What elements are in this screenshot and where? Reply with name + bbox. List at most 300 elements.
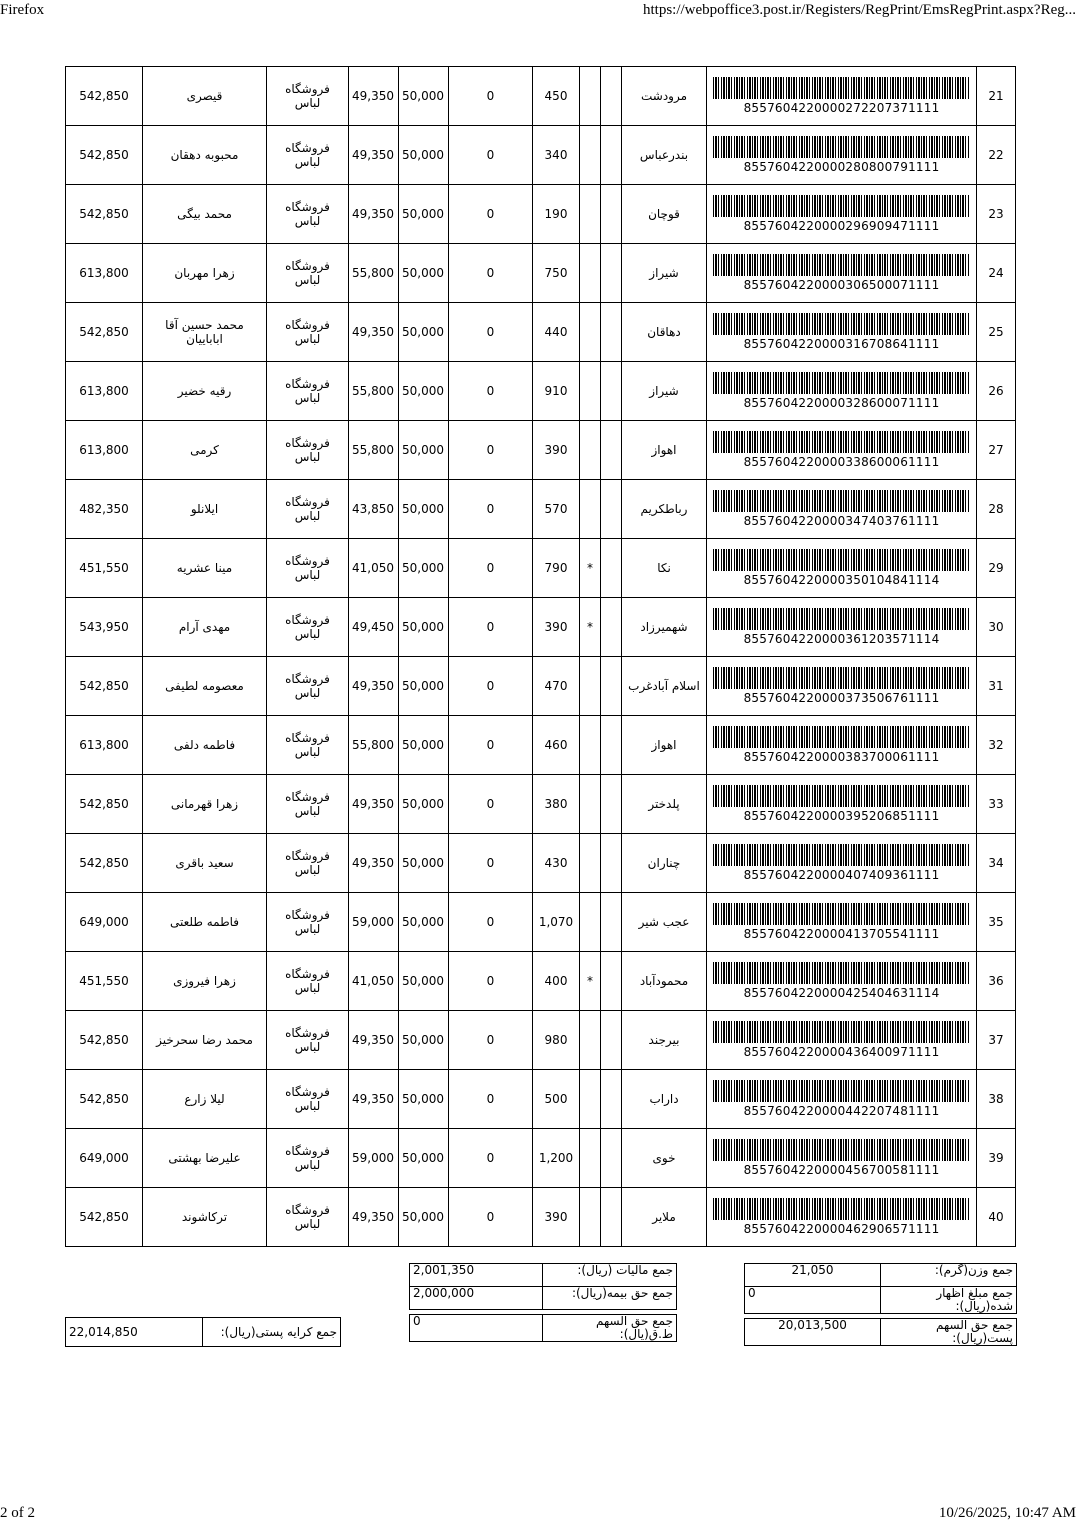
- total-post-share-label: جمع حق السهم پست(ریال):: [881, 1319, 1017, 1346]
- barcode-number: 8557604220000413705541111: [743, 927, 940, 941]
- empty-cell: [601, 952, 622, 1011]
- barcode-image: [713, 726, 970, 748]
- insurance-fee: 50,000: [399, 952, 449, 1011]
- sender-name: فروشگاه لباس: [267, 1129, 349, 1188]
- print-footer: [0, 1505, 1080, 1527]
- summary-postage-box: [65, 1317, 341, 1347]
- row-index: 40: [977, 1188, 1016, 1247]
- row-index: 27: [977, 421, 1016, 480]
- weight-value: 400: [533, 952, 580, 1011]
- row-index: 28: [977, 480, 1016, 539]
- barcode-cell: [707, 480, 977, 539]
- print-datetime: 10/26/2025, 10:47 AM: [938, 1505, 1076, 1521]
- recipient-name: زهرا فیروزی: [143, 952, 267, 1011]
- declared-value: 0: [449, 244, 533, 303]
- barcode-image: [713, 313, 970, 335]
- star-mark: [580, 303, 601, 362]
- tax-value: 43,850: [349, 480, 399, 539]
- row-total: 613,800: [66, 244, 143, 303]
- barcode-cell: [707, 952, 977, 1011]
- barcode-number: 8557604220000328600071111: [743, 396, 940, 410]
- table-row: [66, 775, 1016, 834]
- sender-name: فروشگاه لباس: [267, 952, 349, 1011]
- tax-value: 49,350: [349, 775, 399, 834]
- table-row: [66, 893, 1016, 952]
- row-index: 24: [977, 244, 1016, 303]
- barcode-cell: [707, 539, 977, 598]
- weight-value: 460: [533, 716, 580, 775]
- recipient-name: ایلانلو: [143, 480, 267, 539]
- insurance-fee: 50,000: [399, 303, 449, 362]
- insurance-fee: 50,000: [399, 834, 449, 893]
- empty-cell: [601, 303, 622, 362]
- tax-value: 49,450: [349, 598, 399, 657]
- sender-name: فروشگاه لباس: [267, 716, 349, 775]
- barcode-number: 8557604220000272207371111: [743, 101, 940, 115]
- star-mark: [580, 1129, 601, 1188]
- tax-value: 55,800: [349, 244, 399, 303]
- declared-value: 0: [449, 1129, 533, 1188]
- barcode-cell: [707, 716, 977, 775]
- insurance-fee: 50,000: [399, 244, 449, 303]
- total-tax-value: 2,001,350: [410, 1264, 543, 1287]
- empty-cell: [601, 1011, 622, 1070]
- star-mark: [580, 775, 601, 834]
- insurance-fee: 50,000: [399, 775, 449, 834]
- sender-name: فروشگاه لباس: [267, 657, 349, 716]
- row-index: 35: [977, 893, 1016, 952]
- weight-value: 750: [533, 244, 580, 303]
- recipient-name: ترکاشوند: [143, 1188, 267, 1247]
- sender-name: فروشگاه لباس: [267, 539, 349, 598]
- shipment-rows: [66, 67, 1016, 1247]
- barcode-number: 8557604220000425404631114: [743, 986, 940, 1000]
- tax-value: 41,050: [349, 539, 399, 598]
- empty-cell: [601, 480, 622, 539]
- row-total: 542,850: [66, 775, 143, 834]
- empty-cell: [601, 834, 622, 893]
- star-mark: [580, 244, 601, 303]
- empty-cell: [601, 1129, 622, 1188]
- empty-cell: [601, 539, 622, 598]
- tax-value: 49,350: [349, 834, 399, 893]
- table-row: [66, 539, 1016, 598]
- row-index: 26: [977, 362, 1016, 421]
- total-post-share-value: 20,013,500: [745, 1319, 881, 1346]
- total-share-tq-value: 0: [410, 1315, 543, 1342]
- tax-value: 55,800: [349, 362, 399, 421]
- print-header: [0, 2, 1080, 24]
- barcode-cell: [707, 834, 977, 893]
- barcode-number: 8557604220000316708641111: [743, 337, 940, 351]
- recipient-name: فاطمه دلفی: [143, 716, 267, 775]
- sender-name: فروشگاه لباس: [267, 598, 349, 657]
- sender-name: فروشگاه لباس: [267, 421, 349, 480]
- weight-value: 430: [533, 834, 580, 893]
- total-insurance-label: جمع حق بیمه(ریال):: [543, 1287, 677, 1310]
- row-index: 36: [977, 952, 1016, 1011]
- insurance-fee: 50,000: [399, 362, 449, 421]
- empty-cell: [601, 1188, 622, 1247]
- barcode-number: 8557604220000373506761111: [743, 691, 940, 705]
- barcode-cell: [707, 657, 977, 716]
- table-row: [66, 244, 1016, 303]
- row-total: 613,800: [66, 716, 143, 775]
- star-mark: [580, 1188, 601, 1247]
- weight-value: 190: [533, 185, 580, 244]
- barcode-cell: [707, 1070, 977, 1129]
- row-index: 29: [977, 539, 1016, 598]
- barcode-image: [713, 844, 970, 866]
- row-index: 22: [977, 126, 1016, 185]
- insurance-fee: 50,000: [399, 1011, 449, 1070]
- table-row: [66, 716, 1016, 775]
- declared-value: 0: [449, 480, 533, 539]
- total-declared-label: جمع مبلغ اظهار شده(ریال):: [881, 1287, 1017, 1314]
- row-index: 38: [977, 1070, 1016, 1129]
- declared-value: 0: [449, 657, 533, 716]
- star-mark: [580, 657, 601, 716]
- recipient-name: محمد حسین آقا اباباییان: [143, 303, 267, 362]
- page-counter: 2 of 2: [0, 1505, 35, 1521]
- weight-value: 980: [533, 1011, 580, 1070]
- sender-name: فروشگاه لباس: [267, 1188, 349, 1247]
- weight-value: 380: [533, 775, 580, 834]
- total-weight-value: 21,050: [745, 1264, 881, 1287]
- table-row: [66, 421, 1016, 480]
- table-row: [66, 598, 1016, 657]
- recipient-name: زهرا قهرمانی: [143, 775, 267, 834]
- weight-value: 790: [533, 539, 580, 598]
- weight-value: 500: [533, 1070, 580, 1129]
- barcode-number: 8557604220000442207481111: [743, 1104, 940, 1118]
- barcode-image: [713, 1139, 970, 1161]
- insurance-fee: 50,000: [399, 657, 449, 716]
- recipient-name: محمد بیگی: [143, 185, 267, 244]
- declared-value: 0: [449, 775, 533, 834]
- weight-value: 1,200: [533, 1129, 580, 1188]
- star-mark: [580, 480, 601, 539]
- barcode-cell: [707, 362, 977, 421]
- declared-value: 0: [449, 1188, 533, 1247]
- empty-cell: [601, 1070, 622, 1129]
- star-mark: *: [580, 598, 601, 657]
- sender-name: فروشگاه لباس: [267, 67, 349, 126]
- row-total: 649,000: [66, 893, 143, 952]
- barcode-image: [713, 431, 970, 453]
- barcode-number: 8557604220000395206851111: [743, 809, 940, 823]
- barcode-number: 8557604220000462906571111: [743, 1222, 940, 1236]
- recipient-name: کرمی: [143, 421, 267, 480]
- weight-value: 450: [533, 67, 580, 126]
- destination-city: محمودآباد: [622, 952, 707, 1011]
- barcode-number: 8557604220000361203571114: [743, 632, 940, 646]
- recipient-name: قیصری: [143, 67, 267, 126]
- row-total: 451,550: [66, 539, 143, 598]
- sender-name: فروشگاه لباس: [267, 362, 349, 421]
- barcode-cell: [707, 185, 977, 244]
- row-total: 542,850: [66, 1011, 143, 1070]
- star-mark: [580, 421, 601, 480]
- star-mark: [580, 1011, 601, 1070]
- declared-value: 0: [449, 1070, 533, 1129]
- empty-cell: [601, 421, 622, 480]
- tax-value: 49,350: [349, 657, 399, 716]
- tax-value: 41,050: [349, 952, 399, 1011]
- barcode-number: 8557604220000383700061111: [743, 750, 940, 764]
- table-row: [66, 657, 1016, 716]
- sender-name: فروشگاه لباس: [267, 480, 349, 539]
- barcode-image: [713, 962, 970, 984]
- declared-value: 0: [449, 952, 533, 1011]
- sender-name: فروشگاه لباس: [267, 775, 349, 834]
- barcode-cell: [707, 1129, 977, 1188]
- destination-city: شیراز: [622, 244, 707, 303]
- row-total: 542,850: [66, 126, 143, 185]
- row-index: 25: [977, 303, 1016, 362]
- row-total: 542,850: [66, 185, 143, 244]
- tax-value: 59,000: [349, 893, 399, 952]
- tax-value: 55,800: [349, 716, 399, 775]
- barcode-cell: [707, 244, 977, 303]
- table-row: [66, 185, 1016, 244]
- recipient-name: مینا عشریه: [143, 539, 267, 598]
- row-total: 451,550: [66, 952, 143, 1011]
- barcode-image: [713, 490, 970, 512]
- declared-value: 0: [449, 303, 533, 362]
- row-index: 39: [977, 1129, 1016, 1188]
- star-mark: *: [580, 952, 601, 1011]
- row-total: 542,850: [66, 67, 143, 126]
- sender-name: فروشگاه لباس: [267, 893, 349, 952]
- row-index: 21: [977, 67, 1016, 126]
- empty-cell: [601, 893, 622, 952]
- empty-cell: [601, 657, 622, 716]
- page-url: https://webpoffice3.post.ir/Registers/RegPrint/EmsRegPrint.aspx?Reg...: [642, 2, 1076, 18]
- destination-city: بندرعباس: [622, 126, 707, 185]
- barcode-number: 8557604220000456700581111: [743, 1163, 940, 1177]
- barcode-cell: [707, 303, 977, 362]
- weight-value: 390: [533, 1188, 580, 1247]
- total-insurance-value: 2,000,000: [410, 1287, 543, 1310]
- barcode-image: [713, 136, 970, 158]
- weight-value: 910: [533, 362, 580, 421]
- recipient-name: محمد رضا سحرخیز: [143, 1011, 267, 1070]
- declared-value: 0: [449, 67, 533, 126]
- destination-city: اهواز: [622, 716, 707, 775]
- destination-city: ملایر: [622, 1188, 707, 1247]
- table-row: [66, 1129, 1016, 1188]
- declared-value: 0: [449, 834, 533, 893]
- barcode-cell: [707, 1011, 977, 1070]
- barcode-image: [713, 372, 970, 394]
- recipient-name: سعید باقری: [143, 834, 267, 893]
- barcode-number: 8557604220000436400971111: [743, 1045, 940, 1059]
- recipient-name: محبوبه دهقان: [143, 126, 267, 185]
- tax-value: 59,000: [349, 1129, 399, 1188]
- barcode-number: 8557604220000296909471111: [743, 219, 940, 233]
- total-tax-label: جمع مالیات (ریال):: [543, 1264, 677, 1287]
- barcode-number: 8557604220000280800791111: [743, 160, 940, 174]
- destination-city: عجب شیر: [622, 893, 707, 952]
- row-index: 37: [977, 1011, 1016, 1070]
- barcode-cell: [707, 1188, 977, 1247]
- recipient-name: زهرا مهربان: [143, 244, 267, 303]
- row-total: 613,800: [66, 421, 143, 480]
- destination-city: اهواز: [622, 421, 707, 480]
- weight-value: 390: [533, 598, 580, 657]
- barcode-cell: [707, 598, 977, 657]
- tax-value: 49,350: [349, 1070, 399, 1129]
- row-total: 543,950: [66, 598, 143, 657]
- row-index: 34: [977, 834, 1016, 893]
- declared-value: 0: [449, 598, 533, 657]
- barcode-cell: [707, 775, 977, 834]
- declared-value: 0: [449, 539, 533, 598]
- destination-city: دهاقان: [622, 303, 707, 362]
- row-index: 23: [977, 185, 1016, 244]
- barcode-number: 8557604220000350104841114: [743, 573, 940, 587]
- row-index: 30: [977, 598, 1016, 657]
- destination-city: مرودشت: [622, 67, 707, 126]
- browser-name: Firefox: [0, 2, 45, 18]
- barcode-image: [713, 549, 970, 571]
- total-postage-label: جمع کرایه پستی(ریال):: [203, 1318, 341, 1347]
- table-row: [66, 834, 1016, 893]
- barcode-image: [713, 77, 970, 99]
- barcode-image: [713, 1198, 970, 1220]
- sender-name: فروشگاه لباس: [267, 834, 349, 893]
- destination-city: پلدختر: [622, 775, 707, 834]
- declared-value: 0: [449, 362, 533, 421]
- empty-cell: [601, 244, 622, 303]
- star-mark: [580, 716, 601, 775]
- weight-value: 390: [533, 421, 580, 480]
- row-index: 32: [977, 716, 1016, 775]
- insurance-fee: 50,000: [399, 480, 449, 539]
- destination-city: نکا: [622, 539, 707, 598]
- recipient-name: رقیه خضیر: [143, 362, 267, 421]
- insurance-fee: 50,000: [399, 598, 449, 657]
- insurance-fee: 50,000: [399, 893, 449, 952]
- tax-value: 49,350: [349, 1011, 399, 1070]
- row-index: 31: [977, 657, 1016, 716]
- barcode-number: 8557604220000306500071111: [743, 278, 940, 292]
- empty-cell: [601, 67, 622, 126]
- sender-name: فروشگاه لباس: [267, 1011, 349, 1070]
- empty-cell: [601, 185, 622, 244]
- row-total: 482,350: [66, 480, 143, 539]
- barcode-cell: [707, 126, 977, 185]
- row-total: 649,000: [66, 1129, 143, 1188]
- table-row: [66, 303, 1016, 362]
- insurance-fee: 50,000: [399, 185, 449, 244]
- tax-value: 49,350: [349, 67, 399, 126]
- sender-name: فروشگاه لباس: [267, 185, 349, 244]
- tax-value: 49,350: [349, 303, 399, 362]
- insurance-fee: 50,000: [399, 1129, 449, 1188]
- insurance-fee: 50,000: [399, 716, 449, 775]
- tax-value: 49,350: [349, 1188, 399, 1247]
- total-declared-value: 0: [745, 1287, 881, 1314]
- total-share-tq-label: جمع حق السهم ط.ق(یال):: [543, 1315, 677, 1342]
- barcode-number: 8557604220000347403761111: [743, 514, 940, 528]
- recipient-name: مهدی آرام: [143, 598, 267, 657]
- declared-value: 0: [449, 716, 533, 775]
- declared-value: 0: [449, 126, 533, 185]
- tax-value: 49,350: [349, 185, 399, 244]
- sender-name: فروشگاه لباس: [267, 126, 349, 185]
- barcode-image: [713, 667, 970, 689]
- total-weight-label: جمع وزن(گرم):: [881, 1264, 1017, 1287]
- table-row: [66, 1011, 1016, 1070]
- insurance-fee: 50,000: [399, 1070, 449, 1129]
- tax-value: 55,800: [349, 421, 399, 480]
- weight-value: 340: [533, 126, 580, 185]
- barcode-image: [713, 608, 970, 630]
- summary-tax-box: [409, 1263, 677, 1342]
- table-row: [66, 952, 1016, 1011]
- declared-value: 0: [449, 421, 533, 480]
- weight-value: 570: [533, 480, 580, 539]
- table-row: [66, 362, 1016, 421]
- destination-city: اسلام آبادغرب: [622, 657, 707, 716]
- star-mark: *: [580, 539, 601, 598]
- star-mark: [580, 185, 601, 244]
- recipient-name: لیلا زارع: [143, 1070, 267, 1129]
- table-row: [66, 1070, 1016, 1129]
- barcode-image: [713, 1021, 970, 1043]
- barcode-image: [713, 254, 970, 276]
- sender-name: فروشگاه لباس: [267, 1070, 349, 1129]
- declared-value: 0: [449, 185, 533, 244]
- star-mark: [580, 126, 601, 185]
- barcode-image: [713, 1080, 970, 1102]
- barcode-cell: [707, 893, 977, 952]
- star-mark: [580, 362, 601, 421]
- destination-city: بیرجند: [622, 1011, 707, 1070]
- row-total: 542,850: [66, 1188, 143, 1247]
- barcode-cell: [707, 421, 977, 480]
- recipient-name: معصومه لطیفی: [143, 657, 267, 716]
- table-row: [66, 1188, 1016, 1247]
- weight-value: 440: [533, 303, 580, 362]
- star-mark: [580, 67, 601, 126]
- barcode-image: [713, 195, 970, 217]
- insurance-fee: 50,000: [399, 1188, 449, 1247]
- destination-city: رباطکریم: [622, 480, 707, 539]
- destination-city: خوی: [622, 1129, 707, 1188]
- destination-city: شهمیرزاد: [622, 598, 707, 657]
- row-total: 542,850: [66, 303, 143, 362]
- empty-cell: [601, 716, 622, 775]
- row-index: 33: [977, 775, 1016, 834]
- barcode-cell: [707, 67, 977, 126]
- recipient-name: فاطمه طلعتی: [143, 893, 267, 952]
- weight-value: 1,070: [533, 893, 580, 952]
- empty-cell: [601, 362, 622, 421]
- sender-name: فروشگاه لباس: [267, 244, 349, 303]
- insurance-fee: 50,000: [399, 421, 449, 480]
- sender-name: فروشگاه لباس: [267, 303, 349, 362]
- destination-city: چناران: [622, 834, 707, 893]
- table-row: [66, 67, 1016, 126]
- empty-cell: [601, 598, 622, 657]
- destination-city: داراب: [622, 1070, 707, 1129]
- empty-cell: [601, 775, 622, 834]
- summary-weight-box: [744, 1263, 1017, 1346]
- declared-value: 0: [449, 893, 533, 952]
